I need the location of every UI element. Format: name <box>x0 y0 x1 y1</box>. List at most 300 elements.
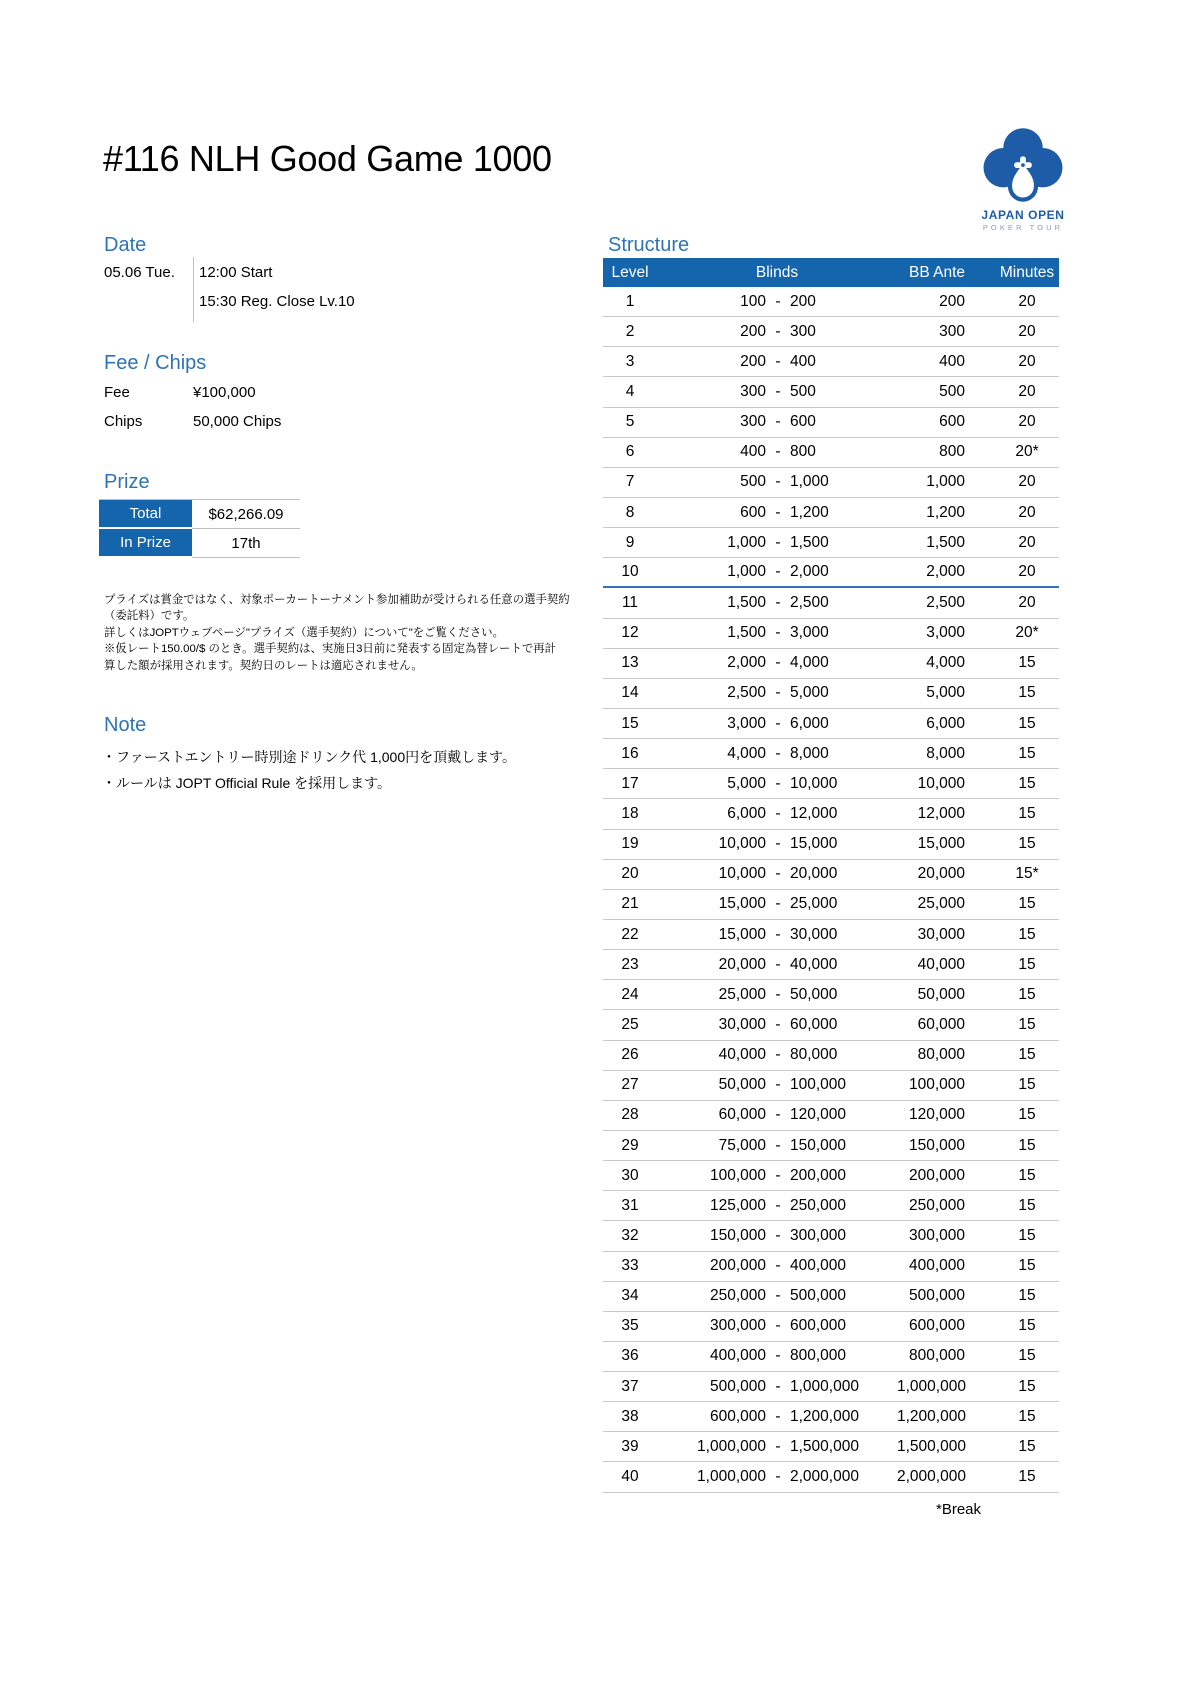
big-blind: 150,000 <box>790 1136 847 1154</box>
small-blind: 1,000,000 <box>697 1437 766 1455</box>
minutes-cell: 15 <box>1018 1437 1036 1455</box>
level-cell: 39 <box>621 1437 639 1455</box>
blinds-dash: - <box>775 1046 781 1064</box>
small-blind: 400,000 <box>709 1347 766 1365</box>
blinds-cell <box>657 956 897 974</box>
blinds-cell <box>657 383 897 401</box>
level-cell: 15 <box>621 714 639 732</box>
structure-header-minutes: Minutes <box>999 263 1055 281</box>
bb-ante-cell: 25,000 <box>917 895 965 913</box>
structure-row <box>603 1432 1059 1462</box>
blinds-dash: - <box>775 1226 781 1244</box>
fee-chips-value: 50,000 Chips <box>193 413 282 430</box>
date-time: 12:00 Start <box>199 264 273 281</box>
small-blind: 200,000 <box>709 1257 766 1275</box>
structure-row <box>603 468 1059 498</box>
big-blind: 3,000 <box>790 624 829 642</box>
bb-ante-cell: 2,000,000 <box>897 1468 966 1486</box>
fee-chips-row <box>104 413 424 442</box>
structure-header-level: Level <box>611 263 649 281</box>
jopt-logo <box>979 126 1067 232</box>
date-time: 15:30 Reg. Close Lv.10 <box>199 293 355 310</box>
blinds-dash: - <box>775 593 781 611</box>
structure-row <box>603 1312 1059 1342</box>
minutes-cell: 15 <box>1018 1106 1036 1124</box>
blinds-dash: - <box>775 925 781 943</box>
bb-ante-cell: 8,000 <box>926 744 965 762</box>
small-blind: 5,000 <box>727 774 766 792</box>
bb-ante-cell: 1,200,000 <box>897 1407 966 1425</box>
structure-row <box>603 799 1059 829</box>
blinds-cell <box>657 895 897 913</box>
structure-row <box>603 920 1059 950</box>
level-cell: 23 <box>621 955 639 973</box>
blinds-cell <box>657 1167 897 1185</box>
blinds-cell <box>657 534 897 552</box>
minutes-cell: 20 <box>1018 563 1036 581</box>
jopt-clover-icon <box>981 126 1065 206</box>
bb-ante-cell: 600,000 <box>908 1317 965 1335</box>
blinds-dash: - <box>775 503 781 521</box>
fee-chips-label: Fee <box>104 384 130 401</box>
small-blind: 1,500 <box>727 593 766 611</box>
small-blind: 4,000 <box>727 744 766 762</box>
bb-ante-cell: 120,000 <box>908 1106 965 1124</box>
structure-row <box>603 1221 1059 1251</box>
blinds-dash: - <box>775 1347 781 1365</box>
small-blind: 400 <box>740 443 766 461</box>
note-item: ・ファーストエントリー時別途ドリンク代 1,000円を頂戴します。 <box>102 749 516 765</box>
small-blind: 20,000 <box>718 955 766 973</box>
bb-ante-cell: 1,000,000 <box>897 1377 966 1395</box>
small-blind: 100 <box>740 292 766 310</box>
blinds-dash: - <box>775 865 781 883</box>
minutes-cell: 15 <box>1018 1407 1036 1425</box>
blinds-dash: - <box>775 322 781 340</box>
big-blind: 2,500 <box>790 593 829 611</box>
minutes-cell: 15 <box>1018 684 1036 702</box>
small-blind: 125,000 <box>709 1196 766 1214</box>
blinds-dash: - <box>775 1377 781 1395</box>
big-blind: 5,000 <box>790 684 829 702</box>
structure-row <box>603 377 1059 407</box>
level-cell: 12 <box>621 624 639 642</box>
blinds-dash: - <box>775 1437 781 1455</box>
level-cell: 30 <box>621 1166 639 1184</box>
level-cell: 9 <box>625 533 635 551</box>
big-blind: 1,500,000 <box>790 1437 859 1455</box>
bb-ante-cell: 100,000 <box>908 1076 965 1094</box>
big-blind: 60,000 <box>790 1015 838 1033</box>
small-blind: 25,000 <box>718 985 766 1003</box>
level-cell: 24 <box>621 985 639 1003</box>
minutes-cell: 20 <box>1018 292 1036 310</box>
blinds-dash: - <box>775 1317 781 1335</box>
prize-table <box>99 499 300 558</box>
blinds-dash: - <box>775 624 781 642</box>
minutes-cell: 15 <box>1018 714 1036 732</box>
level-cell: 2 <box>625 322 635 340</box>
blinds-cell <box>657 715 897 733</box>
structure-row <box>603 317 1059 347</box>
level-cell: 27 <box>621 1076 639 1094</box>
level-cell: 18 <box>621 804 639 822</box>
big-blind: 800,000 <box>790 1347 847 1365</box>
minutes-cell: 15 <box>1018 1015 1036 1033</box>
bb-ante-cell: 2,000 <box>926 563 965 581</box>
small-blind: 10,000 <box>718 835 766 853</box>
logo-text-poker-tour: POKER TOUR <box>982 223 1064 232</box>
prize-value: 17th <box>192 529 300 558</box>
blinds-dash: - <box>775 895 781 913</box>
level-cell: 4 <box>625 382 635 400</box>
structure-row <box>603 1402 1059 1432</box>
blinds-dash: - <box>775 1076 781 1094</box>
blinds-cell <box>657 594 897 612</box>
structure-row <box>603 1131 1059 1161</box>
structure-row <box>603 1252 1059 1282</box>
level-cell: 33 <box>621 1257 639 1275</box>
small-blind: 6,000 <box>727 804 766 822</box>
big-blind: 2,000 <box>790 563 829 581</box>
small-blind: 150,000 <box>709 1226 766 1244</box>
level-cell: 22 <box>621 925 639 943</box>
fee-chips-label: Chips <box>104 413 143 430</box>
bb-ante-cell: 500,000 <box>908 1287 965 1305</box>
page-title: #116 NLH Good Game 1000 <box>103 138 552 179</box>
minutes-cell: 15 <box>1018 774 1036 792</box>
logo-text-japan-open: JAPAN OPEN <box>981 208 1065 222</box>
bb-ante-cell: 15,000 <box>917 835 965 853</box>
blinds-dash: - <box>775 955 781 973</box>
level-cell: 40 <box>621 1468 639 1486</box>
bb-ante-cell: 50,000 <box>917 985 965 1003</box>
small-blind: 100,000 <box>709 1166 766 1184</box>
level-cell: 19 <box>621 835 639 853</box>
blinds-cell <box>657 293 897 311</box>
big-blind: 25,000 <box>790 895 838 913</box>
minutes-cell: 20* <box>1015 443 1039 461</box>
blinds-cell <box>657 1227 897 1245</box>
bb-ante-cell: 3,000 <box>926 624 965 642</box>
blinds-dash: - <box>775 714 781 732</box>
bb-ante-cell: 1,500 <box>926 533 965 551</box>
minutes-cell: 15 <box>1018 1468 1036 1486</box>
blinds-cell <box>657 1197 897 1215</box>
structure-row <box>603 649 1059 679</box>
structure-row <box>603 679 1059 709</box>
bb-ante-cell: 600 <box>939 413 965 431</box>
small-blind: 600 <box>740 503 766 521</box>
structure-row <box>603 1342 1059 1372</box>
big-blind: 6,000 <box>790 714 829 732</box>
blinds-dash: - <box>775 1196 781 1214</box>
blinds-dash: - <box>775 985 781 1003</box>
blinds-dash: - <box>775 684 781 702</box>
structure-table <box>603 258 1059 1493</box>
minutes-cell: 15 <box>1018 1287 1036 1305</box>
level-cell: 32 <box>621 1226 639 1244</box>
level-cell: 3 <box>625 352 635 370</box>
minutes-cell: 15* <box>1015 865 1039 883</box>
small-blind: 40,000 <box>718 1046 766 1064</box>
small-blind: 300,000 <box>709 1317 766 1335</box>
big-blind: 1,200,000 <box>790 1407 859 1425</box>
minutes-cell: 15 <box>1018 955 1036 973</box>
break-footnote: *Break <box>936 1501 982 1518</box>
bb-ante-cell: 200,000 <box>908 1166 965 1184</box>
blinds-cell <box>657 865 897 883</box>
small-blind: 200 <box>740 352 766 370</box>
level-cell: 37 <box>621 1377 639 1395</box>
small-blind: 50,000 <box>718 1076 766 1094</box>
blinds-dash: - <box>775 533 781 551</box>
structure-row <box>603 1191 1059 1221</box>
minutes-cell: 20 <box>1018 473 1036 491</box>
blinds-cell <box>657 745 897 763</box>
minutes-cell: 15 <box>1018 804 1036 822</box>
structure-row <box>603 769 1059 799</box>
big-blind: 120,000 <box>790 1106 847 1124</box>
small-blind: 500 <box>740 473 766 491</box>
structure-row <box>603 830 1059 860</box>
fee-chips-heading: Fee / Chips <box>104 352 207 374</box>
minutes-cell: 20 <box>1018 533 1036 551</box>
small-blind: 15,000 <box>718 925 766 943</box>
bb-ante-cell: 250,000 <box>908 1196 965 1214</box>
level-cell: 20 <box>621 865 639 883</box>
structure-row <box>603 1462 1059 1492</box>
structure-row <box>603 1372 1059 1402</box>
bb-ante-cell: 20,000 <box>917 865 965 883</box>
small-blind: 60,000 <box>718 1106 766 1124</box>
small-blind: 2,000 <box>727 654 766 672</box>
bb-ante-cell: 12,000 <box>917 804 965 822</box>
blinds-cell <box>657 1468 897 1486</box>
big-blind: 1,500 <box>790 533 829 551</box>
note-item: ・ルールは JOPT Official Rule を採用します。 <box>102 775 392 791</box>
structure-row <box>603 588 1059 618</box>
level-cell: 29 <box>621 1136 639 1154</box>
big-blind: 15,000 <box>790 835 838 853</box>
blinds-dash: - <box>775 744 781 762</box>
small-blind: 1,000,000 <box>697 1468 766 1486</box>
big-blind: 20,000 <box>790 865 838 883</box>
big-blind: 10,000 <box>790 774 838 792</box>
minutes-cell: 15 <box>1018 1166 1036 1184</box>
blinds-cell <box>657 654 897 672</box>
blinds-cell <box>657 353 897 371</box>
bb-ante-cell: 800,000 <box>908 1347 965 1365</box>
blinds-cell <box>657 504 897 522</box>
blinds-dash: - <box>775 1468 781 1486</box>
big-blind: 2,000,000 <box>790 1468 859 1486</box>
big-blind: 300 <box>790 322 816 340</box>
level-cell: 13 <box>621 654 639 672</box>
blinds-dash: - <box>775 1287 781 1305</box>
prize-disclaimer-line: 算した額が採用されます。契約日のレートは適応されません。 <box>104 659 423 672</box>
structure-row <box>603 890 1059 920</box>
blinds-cell <box>657 1257 897 1275</box>
minutes-cell: 20 <box>1018 413 1036 431</box>
bb-ante-cell: 400,000 <box>908 1257 965 1275</box>
minutes-cell: 15 <box>1018 1257 1036 1275</box>
minutes-cell: 15 <box>1018 1076 1036 1094</box>
blinds-dash: - <box>775 563 781 581</box>
minutes-cell: 20 <box>1018 382 1036 400</box>
bb-ante-cell: 1,200 <box>926 503 965 521</box>
date-divider <box>193 257 194 322</box>
bb-ante-cell: 1,000 <box>926 473 965 491</box>
fee-chips-row <box>104 384 424 413</box>
minutes-cell: 15 <box>1018 985 1036 1003</box>
structure-row <box>603 287 1059 317</box>
blinds-cell <box>657 1347 897 1365</box>
level-cell: 11 <box>621 593 639 611</box>
bb-ante-cell: 5,000 <box>926 684 965 702</box>
structure-row <box>603 739 1059 769</box>
structure-body <box>603 287 1059 1493</box>
blinds-dash: - <box>775 654 781 672</box>
blinds-dash: - <box>775 1407 781 1425</box>
structure-row <box>603 408 1059 438</box>
blinds-cell <box>657 1076 897 1094</box>
prize-label: Total <box>99 500 192 529</box>
blinds-dash: - <box>775 473 781 491</box>
bb-ante-cell: 60,000 <box>917 1015 965 1033</box>
blinds-cell <box>657 624 897 642</box>
minutes-cell: 20 <box>1018 593 1036 611</box>
blinds-dash: - <box>775 1106 781 1124</box>
fee-chips-value: ¥100,000 <box>193 384 256 401</box>
minutes-cell: 15 <box>1018 925 1036 943</box>
bb-ante-cell: 400 <box>939 352 965 370</box>
blinds-cell <box>657 805 897 823</box>
blinds-dash: - <box>775 292 781 310</box>
level-cell: 25 <box>621 1015 639 1033</box>
prize-disclaimer-line: （委託料）です。 <box>104 610 195 623</box>
level-cell: 17 <box>621 774 639 792</box>
blinds-cell <box>657 1317 897 1335</box>
note-heading: Note <box>104 714 147 736</box>
blinds-cell <box>657 926 897 944</box>
level-cell: 14 <box>621 684 639 702</box>
prize-label: In Prize <box>99 529 192 558</box>
bb-ante-cell: 6,000 <box>926 714 965 732</box>
blinds-dash: - <box>775 1166 781 1184</box>
minutes-cell: 15 <box>1018 1317 1036 1335</box>
big-blind: 500,000 <box>790 1287 847 1305</box>
structure-header-bb-ante: BB Ante <box>908 263 965 281</box>
level-cell: 34 <box>621 1287 639 1305</box>
bb-ante-cell: 200 <box>939 292 965 310</box>
blinds-cell <box>657 835 897 853</box>
small-blind: 2,500 <box>727 684 766 702</box>
big-blind: 800 <box>790 443 816 461</box>
blinds-cell <box>657 413 897 431</box>
small-blind: 300 <box>740 382 766 400</box>
blinds-dash: - <box>775 774 781 792</box>
level-cell: 28 <box>621 1106 639 1124</box>
structure-header-row <box>603 258 1059 287</box>
big-blind: 500 <box>790 382 816 400</box>
level-cell: 36 <box>621 1347 639 1365</box>
blinds-cell <box>657 1378 897 1396</box>
big-blind: 200,000 <box>790 1166 847 1184</box>
structure-row <box>603 950 1059 980</box>
big-blind: 1,000 <box>790 473 829 491</box>
minutes-cell: 15 <box>1018 895 1036 913</box>
big-blind: 40,000 <box>790 955 838 973</box>
big-blind: 50,000 <box>790 985 838 1003</box>
big-blind: 250,000 <box>790 1196 847 1214</box>
minutes-cell: 20 <box>1018 352 1036 370</box>
blinds-dash: - <box>775 443 781 461</box>
blinds-dash: - <box>775 835 781 853</box>
blinds-dash: - <box>775 1015 781 1033</box>
blinds-dash: - <box>775 1257 781 1275</box>
minutes-cell: 15 <box>1018 1377 1036 1395</box>
big-blind: 30,000 <box>790 925 838 943</box>
small-blind: 300 <box>740 413 766 431</box>
minutes-cell: 15 <box>1018 1136 1036 1154</box>
blinds-cell <box>657 775 897 793</box>
structure-row <box>603 860 1059 890</box>
blinds-cell <box>657 1106 897 1124</box>
bb-ante-cell: 150,000 <box>908 1136 965 1154</box>
structure-row <box>603 558 1059 588</box>
bb-ante-cell: 300,000 <box>908 1226 965 1244</box>
level-cell: 16 <box>621 744 639 762</box>
big-blind: 600,000 <box>790 1317 847 1335</box>
blinds-cell <box>657 1046 897 1064</box>
minutes-cell: 15 <box>1018 1226 1036 1244</box>
prize-disclaimer-line: 詳しくはJOPTウェブページ"プライズ（選手契約）について"をご覧ください。 <box>104 626 504 639</box>
level-cell: 10 <box>621 563 639 581</box>
level-cell: 35 <box>621 1317 639 1335</box>
blinds-cell <box>657 563 897 581</box>
blinds-cell <box>657 1137 897 1155</box>
small-blind: 500,000 <box>709 1377 766 1395</box>
bb-ante-cell: 40,000 <box>917 955 965 973</box>
blinds-cell <box>657 1016 897 1034</box>
structure-row <box>603 498 1059 528</box>
small-blind: 75,000 <box>718 1136 766 1154</box>
prize-disclaimer <box>104 592 570 674</box>
blinds-cell <box>657 443 897 461</box>
prize-row <box>99 529 300 558</box>
prize-disclaimer-line: プライズは賞金ではなく、対象ポーカートーナメント参加補助が受けられる任意の選手契約 <box>104 594 570 606</box>
blinds-cell <box>657 323 897 341</box>
level-cell: 6 <box>625 443 635 461</box>
big-blind: 8,000 <box>790 744 829 762</box>
minutes-cell: 15 <box>1018 1046 1036 1064</box>
big-blind: 1,200 <box>790 503 829 521</box>
minutes-cell: 15 <box>1018 744 1036 762</box>
structure-row <box>603 619 1059 649</box>
big-blind: 80,000 <box>790 1046 838 1064</box>
blinds-dash: - <box>775 413 781 431</box>
small-blind: 250,000 <box>709 1287 766 1305</box>
blinds-cell <box>657 1408 897 1426</box>
structure-header-blinds: Blinds <box>755 263 799 281</box>
blinds-cell <box>657 1438 897 1456</box>
minutes-cell: 15 <box>1018 1347 1036 1365</box>
date-times <box>199 264 355 322</box>
blinds-dash: - <box>775 382 781 400</box>
small-blind: 30,000 <box>718 1015 766 1033</box>
bb-ante-cell: 800 <box>939 443 965 461</box>
